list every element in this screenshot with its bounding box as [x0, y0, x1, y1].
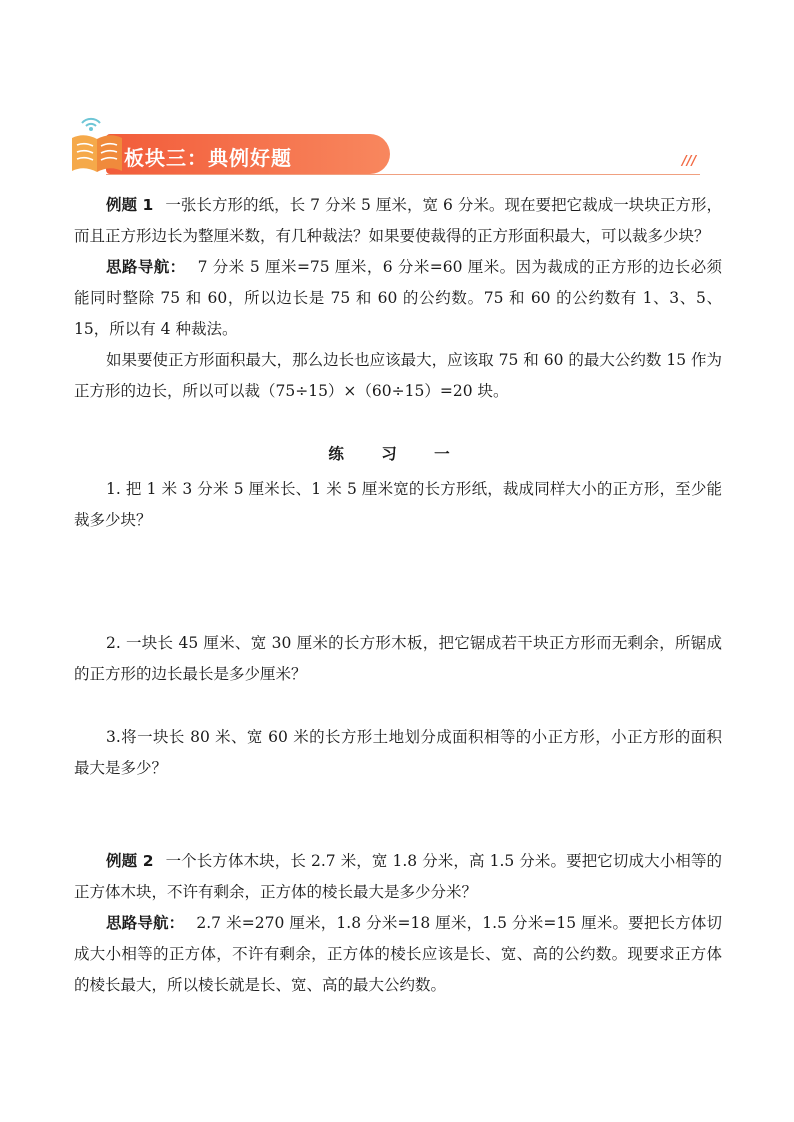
example-1-hint	[74, 252, 722, 345]
section-header	[62, 114, 702, 178]
example-1-hint-text: 7 分米 5 厘米=75 厘米，6 分米=60 厘米。因为裁成的正方形的边长必须能同时整除 75 和 60，所以边长是 75 和 60 的公约数。75 和 60 的公约数有 1、3、5、15，所以有 4 种裁法。	[74, 258, 722, 338]
practice-question-1	[74, 474, 722, 536]
hint-label: 思路导航：	[106, 258, 186, 276]
section-title: 板块三：典例好题	[124, 146, 292, 170]
header-underline	[106, 174, 700, 175]
example-1-question	[74, 190, 722, 252]
example-1-text: 一张长方形的纸，长 7 分米 5 厘米，宽 6 分米。现在要把它裁成一块块正方形，而且正方形边长为整厘米数，有几种裁法？如果要使裁得的正方形面积最大，可以裁多少块？	[74, 196, 722, 245]
example-2-hint-text: 2.7 米=270 厘米，1.8 分米=18 厘米，1.5 分米=15 厘米。要把长方体切成大小相等的正方体，不许有剩余，正方体的棱长应该是长、宽、高的公约数。现要求正方体的棱长最大，所以棱长就是长、宽、高的最大公约数。	[74, 914, 722, 994]
practice-q1-text: 1. 把 1 米 3 分米 5 厘米长、1 米 5 厘米宽的长方形纸，裁成同样大小的正方形，至少能裁多少块？	[74, 480, 722, 529]
example-2-hint	[74, 908, 722, 1001]
practice-title: 练 习 一	[328, 445, 466, 463]
example-1-hint-2: 如果要使正方形面积最大，那么边长也应该最大，应该取 75 和 60 的最大公约数 15 作为正方形的边长，所以可以裁（75÷15）×（60÷15）=20 块。	[74, 351, 722, 400]
hint-label-2: 思路导航：	[106, 914, 185, 932]
practice-question-2	[74, 628, 722, 690]
example-2	[74, 846, 722, 1001]
open-book-icon	[66, 114, 128, 178]
example-2-label: 例题 2	[106, 852, 154, 870]
example-1-label: 例题 1	[106, 196, 154, 214]
example-2-text: 一个长方体木块，长 2.7 米，宽 1.8 分米，高 1.5 分米。要把它切成大小相等的正方体木块，不许有剩余，正方体的棱长最大是多少分米？	[74, 852, 722, 901]
example-1	[74, 190, 722, 407]
example-2-question	[74, 846, 722, 908]
practice-q2-text: 2. 一块长 45 厘米、宽 30 厘米的长方形木板，把它锯成若干块正方形而无剩余，所锯成的正方形的边长最长是多少厘米？	[74, 634, 722, 683]
decorative-slashes: ///	[682, 154, 697, 169]
practice-question-3	[74, 722, 722, 784]
practice-q3-text: 3.将一块长 80 米、宽 60 米的长方形土地划分成面积相等的小正方形，小正方形的面积最大是多少？	[74, 728, 722, 777]
